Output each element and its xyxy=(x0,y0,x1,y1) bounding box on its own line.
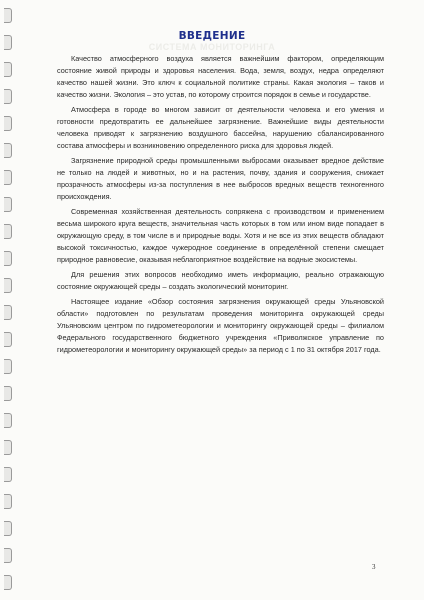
paragraph: Загрязнение природной среды промышленными выбросами оказывает вредное действие не только на людей и животных, но и на растения, почву, здания и сооружения, снижает прозрачность атмосферы из-за поступления в нее выбросов вредных веществ техногенного происхождения. xyxy=(57,156,384,201)
document-body xyxy=(57,53,384,359)
page-number: 3 xyxy=(372,563,376,571)
paragraph: Атмосфера в городе во многом зависит от деятельности человека и его умения и готовности предотвратить ее дальнейшее загрязнение. Важнейшие виды деятельности человека приводят к загрязнению воздушного бассейна, нарушению сбалансированного состава атмосферы и возникновению определенного риска для здоровья людей. xyxy=(57,105,384,150)
binding-holes xyxy=(0,0,18,600)
paragraph: Для решения этих вопросов необходимо иметь информацию, реально отражающую состояние окружающей среды – создать экологический мониторинг. xyxy=(57,270,384,291)
page-title: ВВЕДЕНИЕ xyxy=(178,30,246,42)
paragraph: Современная хозяйственная деятельность сопряжена с производством и применением весьма широкого круга веществ, значительная часть которых в том или ином виде попадает в окружающую среду, в том числе в и природные воды. Хотя и не все из этих веществ обладают высокой токсичностью, каждое чужеродное соединение в определённой степени смещает природное равновесие, оказывая неблагоприятное воздействие на водные экосистемы. xyxy=(57,207,384,264)
bleed-through-text: СИСТЕМА МОНИТОРИНГА xyxy=(148,42,276,52)
paragraph: Настоящее издание «Обзор состояния загрязнения окружающей среды Ульяновской области» подготовлен по результатам проведения мониторинга окружающей среды Ульяновским центром по гидрометеорологии и мониторингу окружающей среды – филиалом Федерального государственного бюджетного учреждения «Приволжское управление по гидрометеорологии и мониторингу окружающей среды» за период с 1 по 31 октября 2017 года. xyxy=(57,297,384,354)
paragraph: Качество атмосферного воздуха является важнейшим фактором, определяющим состояние живой природы и здоровья населения. Вода, земля, воздух, недра определяют качество нашей жизни. Это ключ к социальной политике страны. Какая экология – таков и качество жизни. Экология – это устав, по которому строится порядок в семье и государстве. xyxy=(57,54,384,99)
